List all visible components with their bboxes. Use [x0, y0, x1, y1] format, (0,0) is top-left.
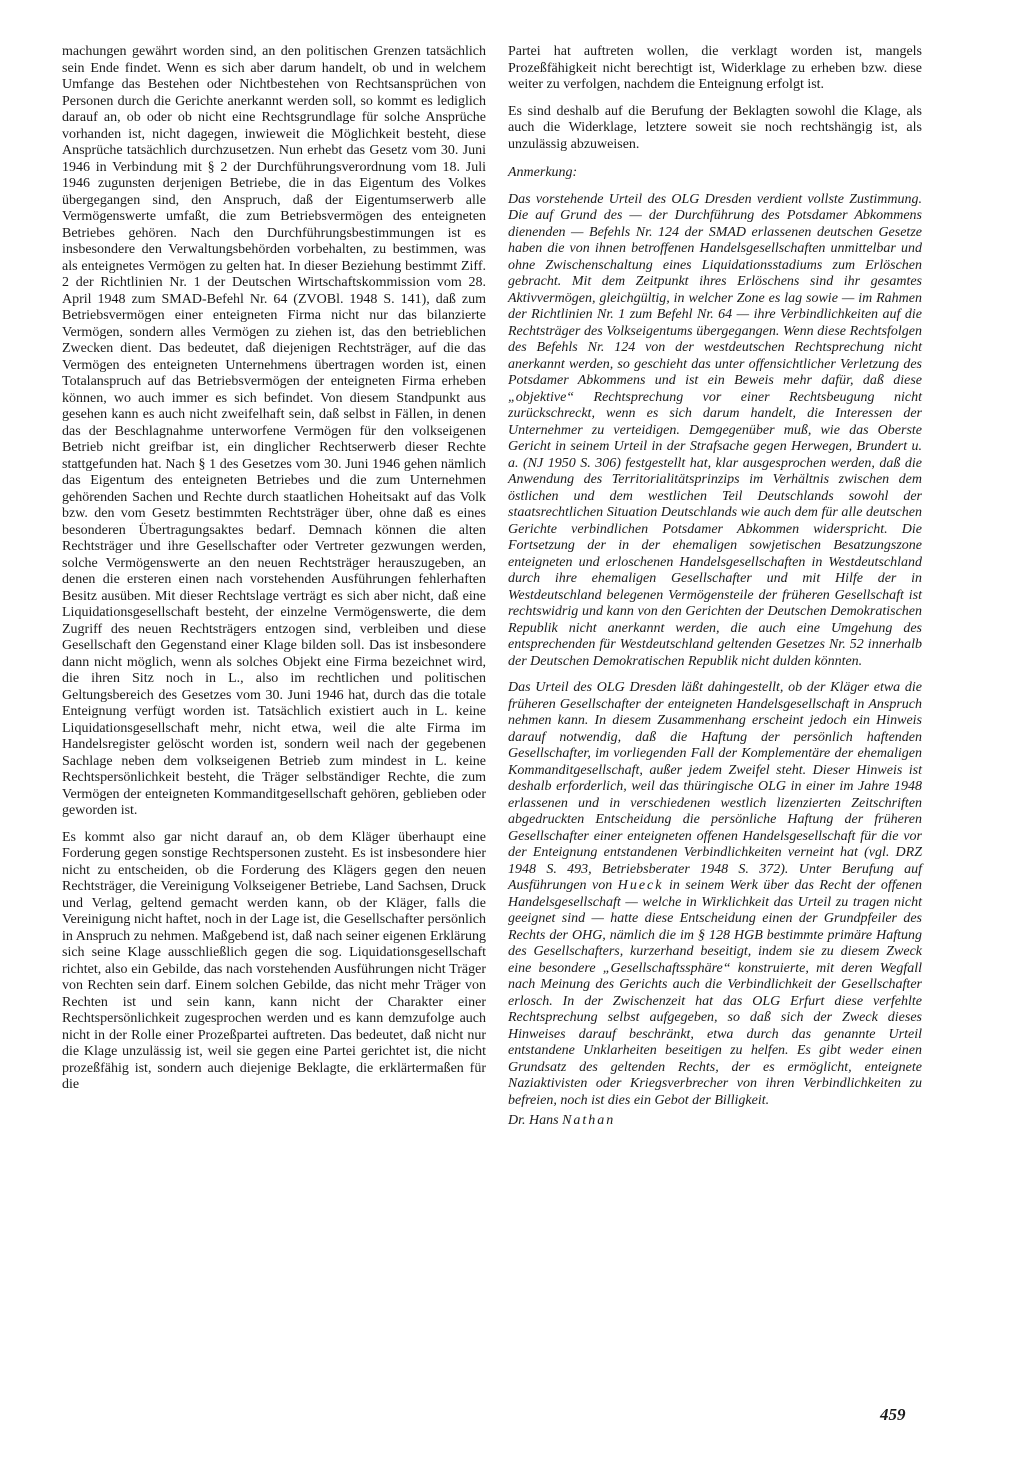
left-column [62, 44, 486, 1094]
note-paragraph: Das vorstehende Urteil des OLG Dresden verdient vollste Zustimmung. Die auf Grund des — der Durchführung des Potsdamer Abkommens dienenden — Befehls Nr. 124 der SMAD erlassenen deutschen Gesetze haben die von ihnen betroffenen Handelsgesellschaften unmittelbar und ohne Zwischenschaltung eines Liquidationsstadiums zum Erlöschen gebracht. Mit dem Zeitpunkt ihres Erlöschens sind ihr gesamtes Aktivvermögen, gleichgültig, in welcher Zone es lag sowie — im Rahmen der Richtlinien Nr. 1 zum Befehl Nr. 64 — ihre Verbindlichkeiten auf die Rechtsträger des Volkseigentums übergegangen. Wenn diese Rechtsfolgen des Befehls Nr. 124 von der westdeutschen Rechtsprechung nicht anerkannt werden, so geschieht das unter offensichtlicher Verletzung des Potsdamer Abkommens und ist ein Beweis mehr dafür, daß diese „objektive“ Rechtsprechung vor einer Rechtsbeugung nicht zurückschreckt, wenn es sich darum handelt, die Interessen der Unternehmer zu verteidigen. Demgegenüber muß, wie das Oberste Gericht in seinem Urteil in der Strafsache gegen Herwegen, Brundert u. a. (NJ 1950 S. 306) festgestellt hat, klar ausgesprochen werden, daß die Anwendung des Territorialitätsprinzips im Verhältnis zwischen dem östlichen und dem westlichen Teil Deutschlands sowohl der staatsrechtlichen Situation Deutschlands wie auch dem für alle deutschen Gerichte verbindlichen Potsdamer Abkommen widerspricht. Die Fortsetzung der in der ehemaligen sowjetischen Besatzungszone enteigneten und erloschenen Handelsgesellschaften in Westdeutschland durch ihre ehemaligen Gesellschafter und mit Hilfe der in Westdeutschland belegenen Vermögensteile der früheren Gesellschaft ist rechtswidrig und kann von den Gerichten der Deutschen Demokratischen Republik nicht anerkannt werden, die auch eine Umgehung des entsprechenden für Westdeutschland geltenden Gesetzes Nr. 52 innerhalb der Deutschen Demokratischen Republik nicht dulden könnten. [508, 191, 922, 669]
note-heading: Anmerkung: [508, 165, 578, 180]
signature-name: Nathan [562, 1113, 616, 1128]
body-paragraph: Es sind deshalb auf die Berufung der Beklagten sowohl die Klage, als auch die Widerklage, letztere soweit sie noch rechtshängig ist, als unzulässig abzuweisen. [508, 103, 922, 152]
note-paragraph-text: Das Urteil des OLG Dresden läßt dahingestellt, ob der Kläger etwa die früheren Gesellschafter der enteigneten Handelsgesellschaft in Anspruch nehmen kann. In diesem Zusammenhang erscheint jedoch ein Hinweis darauf notwendig, daß die Haftung der persönlich haftenden Gesellschafter, im vorliegenden Fall der Komplementäre der ehemaligen Kommanditgesellschaft, außer jedem Zweifel steht. Dieser Hinweis ist deshalb erforderlich, weil das thüringische OLG in einer im Jahre 1948 erlassenen und in verschiedenen westlich lizenzierten Zeitschriften abgedruckten Entscheidung die persönliche Haftung der früheren Gesellschafter einer enteigneten offenen Handelsgesellschaft für die vor der Enteignung entstandenen Verbindlichkeiten verneint hat (vgl. DRZ 1948 S. 493, Betriebsberater 1948 S. 372). Unter Berufung auf Ausführungen von [508, 680, 922, 893]
cited-author: Hueck [617, 878, 664, 893]
signature-prefix: Dr. Hans [508, 1113, 559, 1128]
page-number: 459 [880, 1405, 906, 1424]
body-paragraph: machungen gewährt worden sind, an den politischen Grenzen tatsächlich sein Ende findet. Wenn es sich aber darum handelt, ob und in welchem Umfange das Bestehen oder Nichtbestehen von Rechtsansprüchen von Personen durch die Gerichte anerkannt werden soll, so kommt es lediglich darauf an, ob oder ob nicht eine Rechtsgrundlage für solche Ansprüche vorhanden ist, nicht dagegen, inwieweit die Möglichkeit besteht, diese Ansprüche tatsächlich durchzusetzen. Nun erhebt das Gesetz vom 30. Juni 1946 in Verbindung mit § 2 der Durchführungsverordnung vom 18. Juli 1946 zugunsten derjenigen Betriebe, die in das Eigentum des Volkes übergegangen sind, den Anspruch, daß der Eigentumserwerb alle Vermögenswerte umfaßt, die zum Betriebsvermögen des enteigneten Betriebes gehören. Nach den Durchführungsbestimmungen ist es insbesondere den Verwaltungsbehörden vorbehalten, zu bestimmen, was als enteignetes Vermögen zu gelten hat. In dieser Beziehung bestimmt Ziff. 2 der Richtlinien Nr. 1 der Deutschen Wirtschaftskommission vom 28. April 1948 zum SMAD-Befehl Nr. 64 (ZVOBl. 1948 S. 141), daß zum Betriebsvermögen einer enteigneten Firma nicht nur das bilanzierte Vermögen, sondern alles Vermögen zu ziehen ist, das den betrieblichen Zwecken dient. Das bedeutet, daß diejenigen Rechtsträger, auf die das Vermögen des enteigneten Unternehmens übertragen worden ist, einen Totalanspruch auf das Betriebsvermögen der enteigneten Firma erheben können, wo auch immer es sich befindet. Von diesem Standpunkt aus gesehen kann es auch nicht zweifelhaft sein, daß selbst in Fällen, in denen das der Beschlagnahme unterworfene Vermögen für den volkseigenen Betrieb nicht greifbar ist, ein dinglicher Rechtserwerb dieser Rechte stattgefunden hat. Nach § 1 des Gesetzes vom 30. Juni 1946 gehen nämlich das Eigentum des enteigneten Betriebes und die zum Unternehmen gehörenden Sachen und Rechte durch staatlichen Hoheitsakt auf das Volk bzw. den vom Gesetz bestimmten Rechtsträger über, ohne daß es eines besonderen Übertragungsaktes bedarf. Demnach können die alten Rechtsträger und ihre Gesellschafter oder Vertreter gezwungen werden, solche Vermögenswerte an den neuen Rechtsträger herauszugeben, an denen die ersteren einen nach vorstehenden Ausführungen fehlerhaften Besitz ausüben. Mit dieser Rechtslage verträgt es sich aber nicht, daß eine Liquidationsgesellschaft besteht, der einzelne Vermögenswerte, die dem Zugriff des neuen Rechtsträgers entzogen sind, verbleiben und diese Gesellschaft den Gegenstand einer Klage bilden soll. Das ist insbesondere dann nicht möglich, wenn als solches Objekt eine Firma bezeichnet wird, die ihren Sitz noch in L., also im rechtlichen und politischen Geltungsbereich des Gesetzes vom 30. Juni 1946 hat, durch das die totale Enteignung verfügt worden ist. Tatsächlich existiert auch in L. keine Liquidationsgesellschaft mehr, nicht etwa, weil die alte Firma im Handelsregister gelöscht worden ist, sondern weil nach der gegebenen Sachlage neben dem volkseigenen Betrieb zum mindest in L. keine Rechtspersönlichkeit besteht, die Träger selbständiger Rechte, die zum Vermögen der enteigneten Kommanditgesellschaft gehören, geblieben oder geworden ist. [62, 44, 486, 818]
body-paragraph: Partei hat auftreten wollen, die verklagt worden ist, mangels Prozeßfähigkeit nicht berechtigt ist, Widerklage zu erheben bzw. diese weiter zu verfolgen, nachdem die Enteignung erfolgt ist. [508, 44, 922, 92]
note-paragraph-text: in seinem Werk über das Recht der offenen Handelsgesellschaft — welche in Wirklichkeit das Urteil zu tragen nicht geeignet sind — hatte diese Entscheidung einen der Grundpfeiler des Rechts der OHG, nämlich die im § 128 HGB bestimmte primäre Haftung des Gesellschafters, kurzerhand beseitigt, indem sie zu diesem Zweck eine besondere „Gesellschaftssphäre“ konstruierte, mit deren Wegfall nach Meinung des Gerichts auch die Verbindlichkeit der Gesellschafter erlosch. In der Zwischenzeit hat das OLG Erfurt diese verfehlte Rechtsprechung selbst aufgegeben, so daß sich der Zweck dieses Hinweises darauf beschränkt, etwa durch das genannte Urteil entstandene Unklarheiten beseitigen zu helfen. Es gibt weder einen Grundsatz des geltenden Rechts, der es ermöglicht, enteignete Naziaktivisten oder Kriegsverbrecher von ihren Verbindlichkeiten zu befreien, noch ist dies ein Gebot der Billigkeit. [508, 878, 923, 1108]
author-signature [508, 1113, 922, 1130]
body-paragraph: Es kommt also gar nicht darauf an, ob dem Kläger überhaupt eine Forderung gegen sonstige Rechtspersonen zusteht. Es ist insbesondere hier nicht zu entscheiden, ob die Forderung des Klägers gegen den neuen Rechtsträger, die Vereinigung Volkseigener Betriebe, Land Sachsen, Druck und Verlag, geltend gemacht werden kann, ob der Kläger, falls die Vereinigung nicht haftet, noch in der Lage ist, die Gesellschafter persönlich in Anspruch zu nehmen. Maßgebend ist, daß nach seiner eigenen Erklärung sich seine Klage ausschließlich gegen die sog. Liquidationsgesellschaft richtet, also ein Gebilde, das nach vorstehenden Ausführungen nicht Träger von Rechten sein darf. Einem solchen Gebilde, das nicht mehr Träger von Rechten ist und sein kann, kann nicht der Charakter einer Rechtspersönlichkeit zugesprochen werden und es kann demzufolge auch nicht in der Rolle einer Prozeßpartei auftreten. Das bedeutet, daß nicht nur die Klage unzulässig ist, weil sie gegen eine Partei gerichtet ist, die nicht prozeßfähig ist, sondern auch diejenige Beklagte, die erklärtermaßen für die [62, 829, 486, 1092]
right-column [508, 44, 922, 1130]
note-paragraph [508, 680, 922, 1109]
